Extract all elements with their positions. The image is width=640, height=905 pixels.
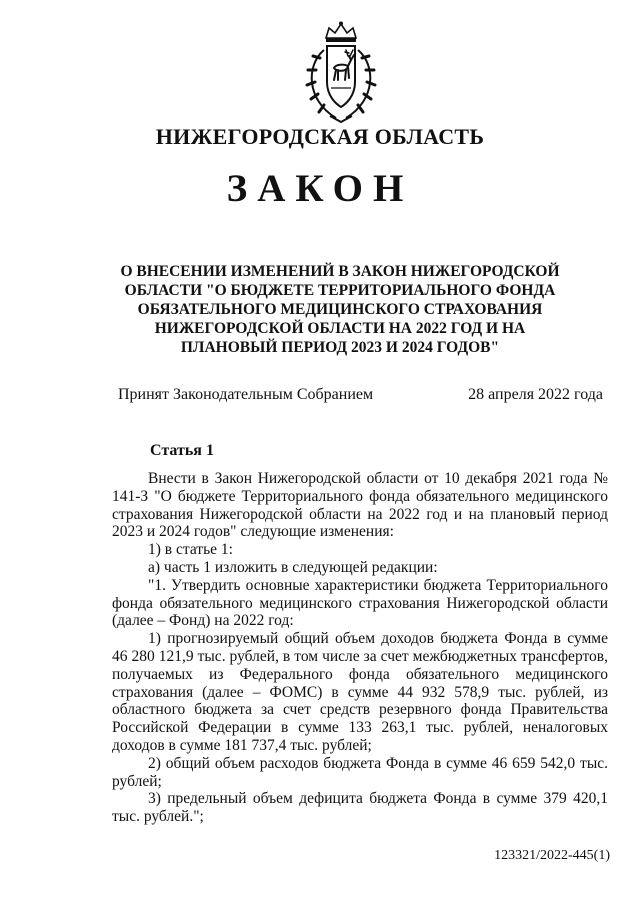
- adoption-date: 28 апреля 2022 года: [468, 386, 603, 403]
- paragraph: 1) прогнозируемый общий объем доходов бюджета Фонда в сумме 46 280 121,9 тыс. рублей, в том числе за счет межбюджетных трансфертов, получаемых из Федерального фонда обязательного медицинского страхования (далее – ФОМС) в сумме 44 932 578,9 тыс. рублей, из областного бюджета за счет средств резервного фонда Правительства Российской Федерации в сумме 133 263,1 тыс. рублей, неналоговых доходов в сумме 181 737,4 тыс. рублей;: [112, 630, 608, 754]
- article-heading: Статья 1: [150, 442, 214, 459]
- region-name: НИЖЕГОРОДСКАЯ ОБЛАСТЬ: [155, 124, 485, 149]
- paragraph: 2) общий объем расходов бюджета Фонда в сумме 46 659 542,0 тыс. рублей;: [112, 754, 608, 790]
- paragraph: а) часть 1 изложить в следующей редакции:: [148, 558, 438, 576]
- article-body: [112, 470, 608, 826]
- adopted-by: Принят Законодательным Собранием: [118, 386, 374, 403]
- law-title: О ВНЕСЕНИИ ИЗМЕНЕНИЙ В ЗАКОН НИЖЕГОРОДСКОЙ ОБЛАСТИ "О БЮДЖЕТЕ ТЕРРИТОРИАЛЬНОГО ФОНДА ОБЯЗАТЕЛЬНОГО МЕДИЦИНСКОГО СТРАХОВАНИЯ НИЖЕГОРОДСКОЙ ОБЛАСТИ НА 2022 ГОД И НА ПЛАНОВЫЙ ПЕРИОД 2023 И 2024 ГОДОВ": [120, 263, 560, 356]
- coat-of-arms-emblem: [296, 20, 386, 124]
- document-number: 123321/2022-445(1): [494, 848, 610, 863]
- paragraph: 3) предельный объем дефицита бюджета Фонда в сумме 379 420,1 тыс. рублей.";: [112, 790, 608, 826]
- paragraph: Внести в Закон Нижегородской области от 10 декабря 2021 года № 141-З "О бюджете Территориального фонда обязательного медицинского страхования Нижегородской области на 2022 год и на плановый период 2023 и 2024 годов" следующие изменения:: [112, 470, 608, 541]
- document-type: ЗАКОН: [226, 167, 414, 210]
- paragraph: 1) в статье 1:: [148, 541, 233, 559]
- paragraph: "1. Утвердить основные характеристики бюджета Территориального фонда обязательного медицинского страхования Нижегородской области (далее – Фонд) на 2022 год:: [112, 576, 608, 630]
- crown-icon: [326, 24, 356, 38]
